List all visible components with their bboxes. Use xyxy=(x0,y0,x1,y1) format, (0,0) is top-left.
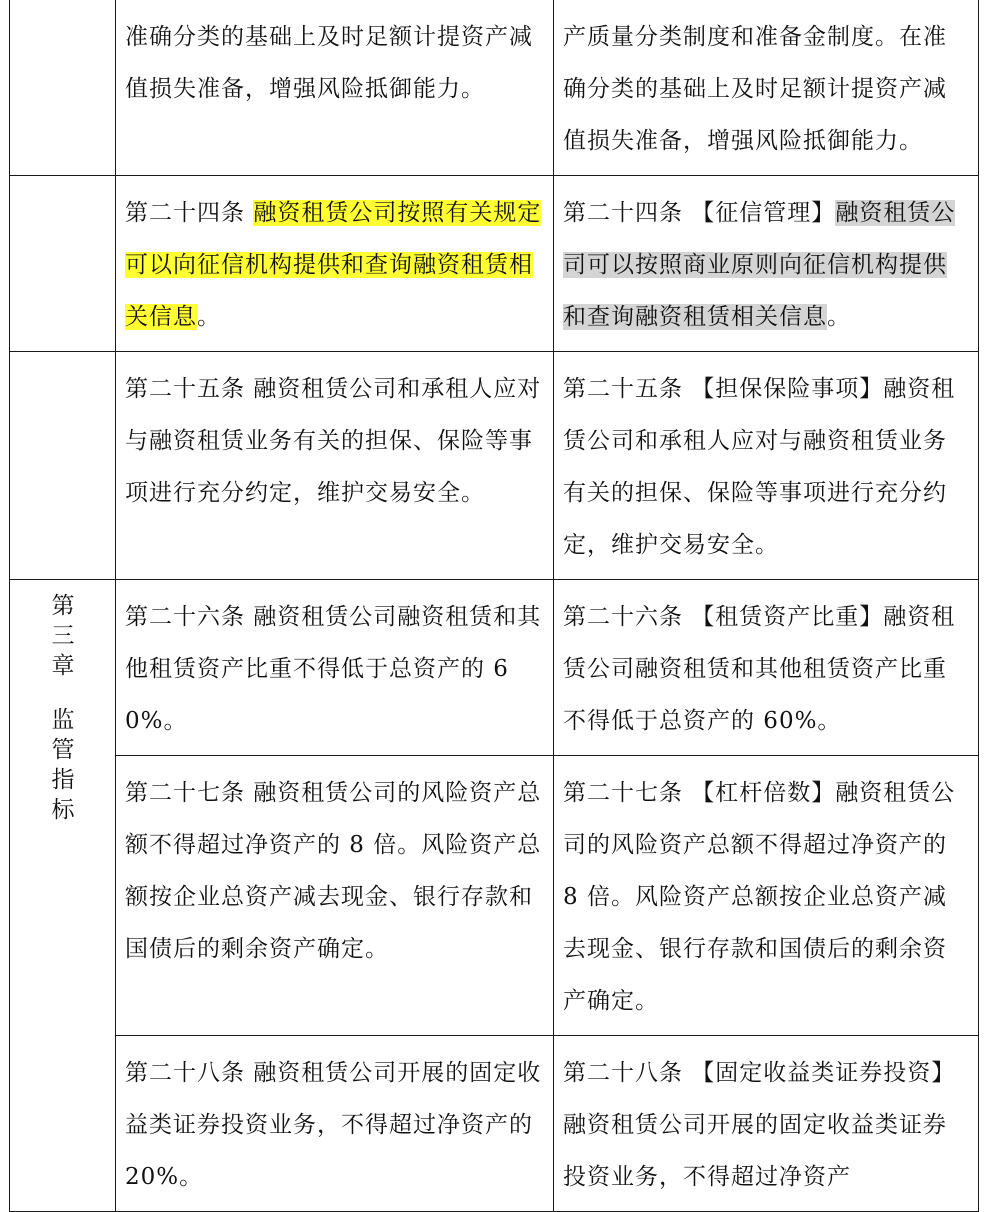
table-row xyxy=(10,580,979,756)
table-row xyxy=(10,352,979,580)
table-row xyxy=(10,1036,979,1212)
highlighted-text: 融资租赁公司可以按照商业原则向征信机构提供和查询融资租赁相关信息 xyxy=(563,200,956,330)
article-prefix: 第二十四条 【征信管理】 xyxy=(563,200,836,226)
article-suffix: 。 xyxy=(197,304,221,330)
table-row xyxy=(10,0,979,176)
left-text-cell: 第二十八条 融资租赁公司开展的固定收益类证券投资业务，不得超过净资产的 20%。 xyxy=(116,1036,554,1212)
article-suffix: 。 xyxy=(827,304,851,330)
right-text-cell xyxy=(554,176,979,352)
right-text-cell: 第二十七条 【杠杆倍数】融资租赁公司的风险资产总额不得超过净资产的 8 倍。风险资产总额按企业总资产减去现金、银行存款和国债后的剩余资产确定。 xyxy=(554,756,979,1036)
chapter-cell-empty xyxy=(10,176,116,352)
left-text-cell: 准确分类的基础上及时足额计提资产减值损失准备，增强风险抵御能力。 xyxy=(116,0,554,176)
chapter-heading-cell xyxy=(10,580,116,1212)
table-row xyxy=(10,756,979,1036)
chapter-number: 第三章 xyxy=(51,593,75,679)
left-text-cell: 第二十七条 融资租赁公司的风险资产总额不得超过净资产的 8 倍。风险资产总额按企业总资产减去现金、银行存款和国债后的剩余资产确定。 xyxy=(116,756,554,1036)
chapter-cell-empty xyxy=(10,0,116,176)
right-text-cell: 产质量分类制度和准备金制度。在准确分类的基础上及时足额计提资产减值损失准备，增强风险抵御能力。 xyxy=(554,0,979,176)
right-text-cell: 第二十八条 【固定收益类证券投资】融资租赁公司开展的固定收益类证券投资业务，不得超过净资产 xyxy=(554,1036,979,1212)
left-text-cell: 第二十六条 融资租赁公司融资租赁和其他租赁资产比重不得低于总资产的 60%。 xyxy=(116,580,554,756)
article-prefix: 第二十四条 xyxy=(125,200,254,226)
table-row xyxy=(10,176,979,352)
chapter-title xyxy=(48,591,78,825)
right-text-cell: 第二十五条 【担保保险事项】融资租赁公司和承租人应对与融资租赁业务有关的担保、保险等事项进行充分约定，维护交易安全。 xyxy=(554,352,979,580)
chapter-cell-empty xyxy=(10,352,116,580)
left-text-cell xyxy=(116,176,554,352)
left-text-cell: 第二十五条 融资租赁公司和承租人应对与融资租赁业务有关的担保、保险等事项进行充分约定，维护交易安全。 xyxy=(116,352,554,580)
chapter-name: 监管指标 xyxy=(51,707,75,823)
right-text-cell: 第二十六条 【租赁资产比重】融资租赁公司融资租赁和其他租赁资产比重不得低于总资产的 60%。 xyxy=(554,580,979,756)
highlighted-text: 融资租赁公司按照有关规定可以向征信机构提供和查询融资租赁相关信息 xyxy=(125,200,542,330)
regulation-comparison-table xyxy=(9,0,979,1212)
